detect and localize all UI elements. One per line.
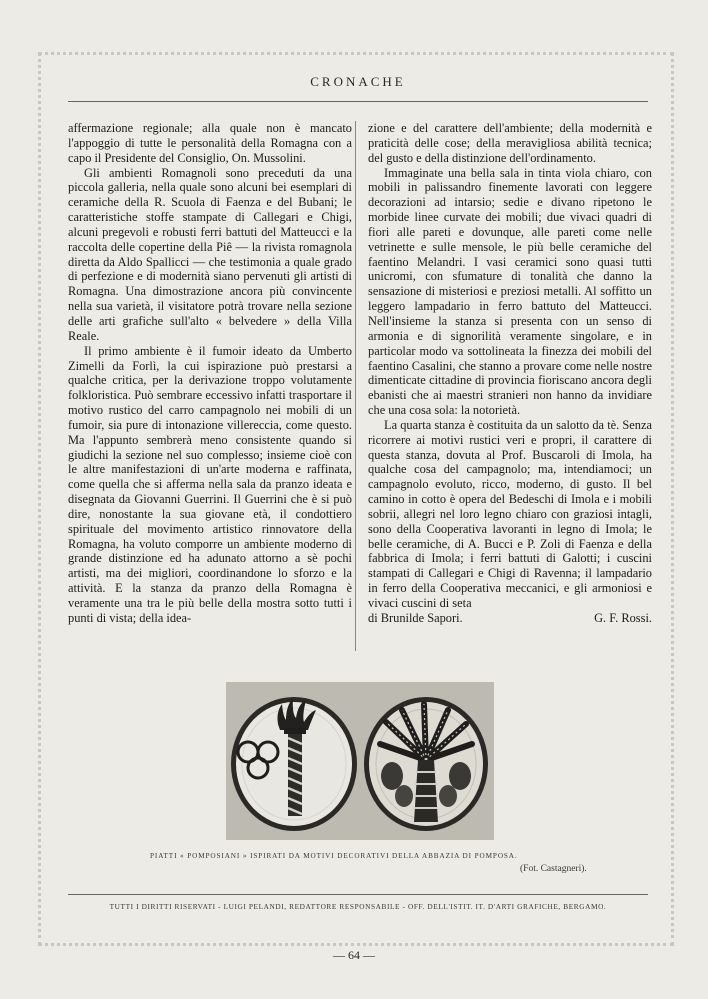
header-rule [68, 101, 648, 102]
left-paragraph-3: Il primo ambiente è il fumoir ideato da Umberto Zimelli da Forlì, la cui ispirazione può prestarsi a qualche critica, per la derivazione troppo volutamente folkloristica. Può sembrare eccessivo infatti trasportare il motivo rustico del carro campagnolo nei mobili di un fumoir, sia pure di intonazione villereccia, come questo. Ma l'appunto sembrerà meno consistente quando si giudichi la sezione nel suo complesso; insieme cioè con le altre manifestazioni di un'arte moderna e raffinata, come quella che si afferma nella sala da pranzo ideata e disegnata da Giovanni Guerrini. Il Guerrini che è si può dire, nonostante la sua giovane età, il condottiero spirituale del movimento artistico rinnovatore della Romagna, ha voluto comporre un ambiente moderno di grande distinzione ed ha adunato attorno a sè pochi artisti, ma dei migliori, coordinandone lo sforzo e la attività. E la stanza da pranzo della Romagna è veramente una tra le più belle della mostra sotto tutti i punti di vista; della idea- [68, 343, 352, 625]
left-paragraph-2: Gli ambienti Romagnoli sono preceduti da una piccola galleria, nella quale sono alcuni bei esemplari di ceramiche della R. Scuola di Faenza e del Bubani; le caratteristiche stoffe stampate di Callegari e Chigi, alcuni pregevoli e robusti ferri battuti del Matteucci e la raccolta delle copertine della Piê — la rivista romagnola diretta da Aldo Spallicci — che testimonia a quale grado di perfezione e di modernità siano pervenuti gli artisti di Romagna. Una dimostrazione ancora più convincente nella sua varietà, il visitatore potrà trovare nella sezione delle arti grafiche sull'alto « belvedere » della Villa Reale. [68, 165, 352, 343]
plates-photo [226, 682, 494, 840]
photo-credit: (Fot. Castagneri). [520, 864, 587, 874]
right-last-line: di Brunilde Sapori. [368, 610, 463, 625]
right-column [368, 121, 652, 626]
page-number: — 64 — [333, 948, 375, 962]
right-paragraph-2: Immaginate una bella sala in tinta viola chiaro, con mobili in palissandro finemente lavorati con leggere decorazioni ad intarsio; sedie e divano ripetono le morbide linee curvate dei mobili; due vivaci quadri di fiori alle pareti e dovunque, alle pareti come nelle vetrinette e sulle mensole, le più belle ceramiche del faentino Melandri. I vasi ceramici sono quasi tutti unicromi, con sfumature di tonalità che danno la sensazione di misteriosi e preziosi metalli. Al soffitto un leggero lampadario in ferro battuto del Matteucci. Nell'insieme la stanza si presenta con un senso di armonia e di signorilità veramente singolare, e in particolar modo va sottolineata la finezza dei mobili del faentino Casalini, che stanno a provare come nelle nostre dimenticate cittadine di provincia fioriscano ancora degli ebanisti che ai maestri stranieri non hanno da invidiare che una cosa sola: la notorietà. [368, 165, 652, 418]
left-column [68, 121, 352, 626]
footer-rule [68, 894, 648, 895]
column-divider [355, 121, 356, 651]
figure-caption: PIATTI « POMPOSIANI » ISPIRATI DA MOTIVI DECORATIVI DELLA ABBAZIA DI POMPOSA. [150, 852, 518, 860]
plates-illustration [226, 682, 494, 840]
signature-line [368, 611, 652, 626]
author-signature: G. F. Rossi. [594, 610, 652, 625]
page-header: CRONACHE [310, 74, 406, 89]
left-paragraph-1: affermazione regionale; alla quale non è mancato l'appoggio di tutte le personalità della Romagna con a capo il Presidente del Consiglio, On. Mussolini. [68, 121, 352, 165]
footer-text: TUTTI I DIRITTI RISERVATI - LUIGI PELANDI, REDATTORE RESPONSABILE - OFF. DELL'ISTIT. IT. D'ARTI GRAFICHE, BERGAMO. [109, 902, 607, 911]
right-paragraph-3: La quarta stanza è costituita da un salotto da tè. Senza ricorrere ai motivi rustici veri e propri, il carattere di questa stanza, dovuta al Prof. Buscaroli di Imola, ha qualche cosa del campagnolo; ma, intendiamoci; un campagnolo evoluto, ricco, moderno, di gusto. Il bel camino in cotto è opera del Bedeschi di Imola e i mobili sobrii, allegri nel loro legno chiaro con graziosi intagli, sono della Cooperativa lavoranti in legno di Imola; le belle ceramiche, di A. Bucci e P. Zoli di Faenza e della fabbrica di Imola; i ferri battuti di Galotti; i cuscini stampati di Callegari e Chigi di Ravenna; il lampadario in ferro della Cooperativa meccanici, e gli armoniosi e vivaci cuscini di seta [368, 417, 652, 610]
right-paragraph-1: zione e del carattere dell'ambiente; della modernità e praticità delle cose; della meravigliosa abilità tecnica; del gusto e della distinzione dell'ordinamento. [368, 121, 652, 165]
